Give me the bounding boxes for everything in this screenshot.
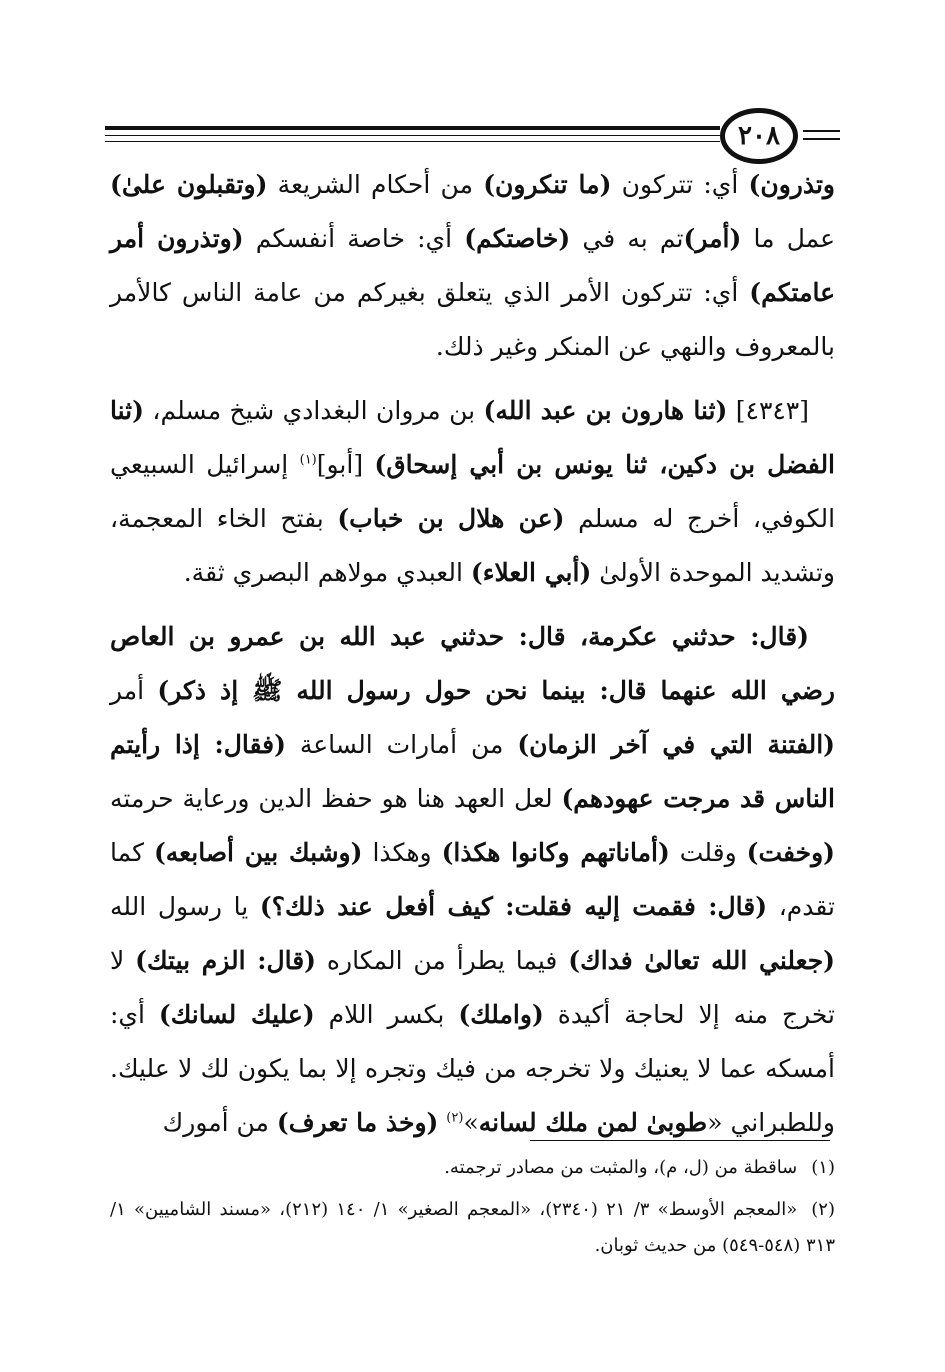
bold-text: (وتذرون أمر عامتكم) [110,224,835,307]
bold-text: (قال: حدثني عكرمة، قال: حدثني عبد الله بن عمرو بن العاص رضي الله عنهما قال: بينما نحن حول رسول الله ﷺ إذ ذكر) [110,622,835,705]
text-run: يا رسول الله [110,892,260,921]
text-run: أمر [110,676,158,705]
bold-text: (قال: الزم بيتك) [135,946,317,975]
text-run: وهكذا [362,838,442,867]
bold-text: (ثنا الفضل بن دكين، ثنا يونس بن أبي إسحاق) [110,396,836,479]
bold-text: (ثنا هارون بن عبد الله) [483,396,728,425]
text-run: من أمورك [162,1108,277,1137]
footnote-number: (١) [811,1157,835,1178]
footnote-text: ساقطة من (ل، م)، والمثبت من مصادر ترجمته. [444,1157,798,1178]
paragraph [110,610,835,1150]
bold-text: وتذرون) [748,170,836,199]
text-run: عمل ما [741,224,835,253]
bold-text: (أبي العلاء) [470,558,592,587]
footnote [110,1192,835,1264]
text-run: أي: تتركون الأمر الذي يتعلق بغيركم من عامة الناس كالأمر بالمعروف والنهي عن المنكر وغير ذلك. [110,278,835,361]
bold-text: (الفتنة التي في آخر الزمان) [517,730,835,759]
paragraph [110,158,835,374]
bold-text: (أماناتهم وكانوا هكذا) [441,838,670,867]
text-run: أي: خاصة أنفسكم [243,224,465,253]
footnote [110,1150,835,1186]
footnote-text: «المعجم الأوسط» ٣/ ٢١ (٢٣٤٠)، «المعجم الصغير» ١/ ١٤٠ (٢١٢)، «مسند الشاميين» ١/ ٣١٣ (٥٤٨-٥٤٩) من حديث ثوبان. [110,1199,835,1256]
bold-text: (وخذ ما تعرف) [276,1108,439,1137]
text-run: كما تقدم، [110,838,835,921]
bold-text: طوبىٰ لمن ملك لسانه [478,1108,708,1137]
header-rule [105,141,720,142]
main-text [110,158,835,1160]
text-run: بكسر اللام [314,1000,459,1029]
text-run: [أبو] [316,450,375,479]
page-number: ٢٠٨ [720,108,798,164]
footnote-marker: (٢) [446,1110,464,1126]
bold-text: (أمر) [683,224,742,253]
header-rule [105,135,720,136]
footnote-number: (٢) [811,1199,835,1220]
bold-text: (ما تنكرون) [483,170,612,199]
text-run: تم به في [570,224,684,253]
bold-text: (وخفت) [746,838,836,867]
bold-text: (فقال: إذا رأيتم الناس قد مرجت عهودهم) [110,730,835,813]
header-rule [105,126,720,130]
text-run: بفتح الخاء المعجمة، وتشديد الموحدة الأولىٰ [110,504,835,587]
bold-text: (واملك) [458,1000,544,1029]
header-rule-tail [803,138,840,140]
text-run: من أمارات الساعة [285,730,518,759]
footnote-separator [530,1140,830,1141]
text-run: العبدي مولاهم البصري ثقة. [183,558,471,587]
text-run: بن مروان البغدادي شيخ مسلم، [143,396,484,425]
text-run: لعل العهد هنا هو حفظ الدين ورعاية حرمته [110,784,562,813]
bold-text: (خاصتكم) [464,224,571,253]
paragraph [110,384,835,600]
bold-text: (قال: فقمت إليه فقلت: كيف أفعل عند ذلك؟) [259,892,768,921]
text-run: إسرائيل السبيعي الكوفي، أخرج له مسلم [110,450,836,533]
bold-text: (وتقبلون علىٰ) [110,170,268,199]
bold-text: (جعلني الله تعالىٰ فداك) [568,946,835,975]
text-run: وقلت [669,838,747,867]
bold-text: (عليك لسانك) [158,1000,315,1029]
text-run: من أحكام الشريعة [267,170,484,199]
text-run: أي: تتركون [611,170,749,199]
text-run: فيما يطرأ من المكاره [316,946,569,975]
header-rule-tail [803,130,840,132]
footnote-marker: (١) [299,452,317,468]
footnotes [110,1150,835,1270]
bold-text: (عن هلال بن خباب) [337,504,565,533]
text-run: » [463,1108,479,1137]
text-run: أي: أمسكه عما لا يعنيك ولا تخرجه من فيك وتجره إلا بما يكون لك لا عليك. وللطبراني « [110,1000,835,1137]
text-run: لا تخرج منه إلا لحاجة أكيدة [110,946,835,1029]
text-run: [٤٣٤٣] [727,396,809,425]
bold-text: (وشبك بين أصابعه) [153,838,363,867]
